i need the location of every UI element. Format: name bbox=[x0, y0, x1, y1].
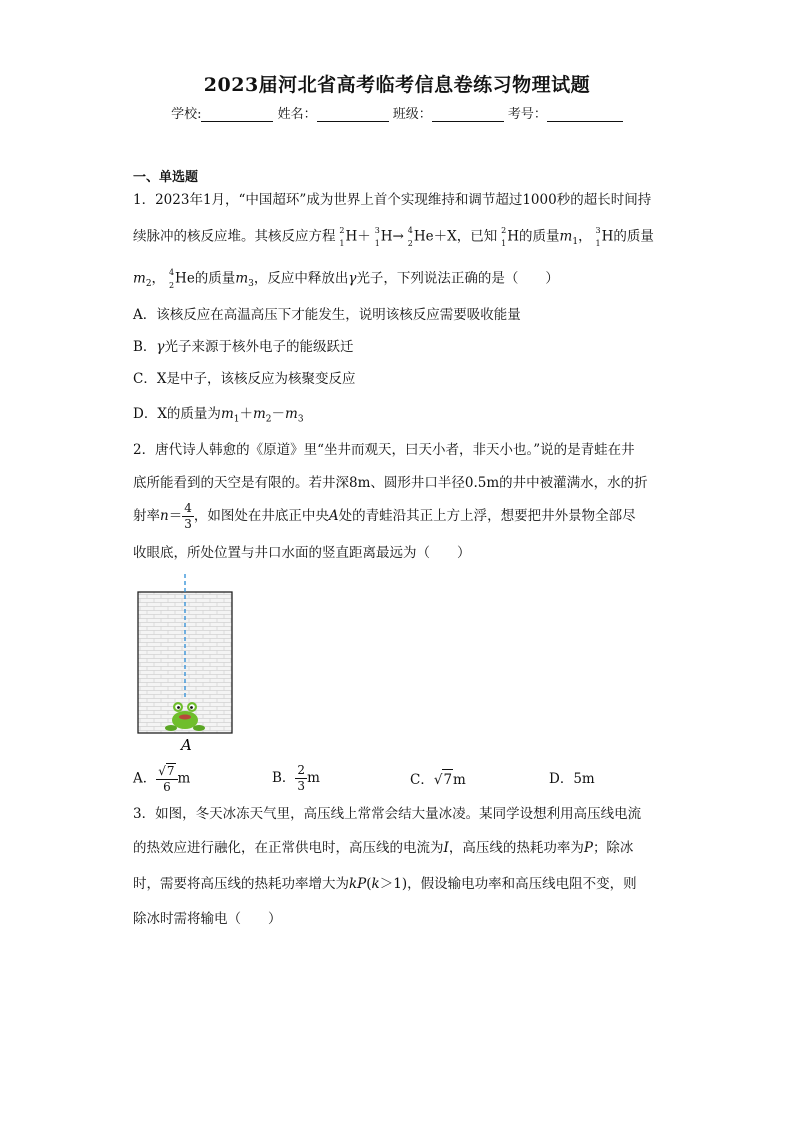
q1-line-2: 续脉冲的核反应堆。其核反应方程 2 1 H＋ 3 1 H→ 4 2 He＋X，已知 2 1 H的质量$m_1$， 3 1 H的质量 bbox=[133, 226, 654, 248]
q1-line-1: 1．2023年1月，“中国超环”成为世界上首个实现维持和调节超过1000秒的超长时间持 bbox=[133, 192, 652, 208]
name-label: 姓名： bbox=[277, 107, 317, 122]
number-label: 考号： bbox=[507, 107, 547, 122]
q3-line-2: 的热效应进行融化，在正常供电时，高压线的电流为I，高压线的热耗功率为P；除冰 bbox=[133, 840, 634, 856]
q3-line-4: 除冰时需将输电（ ） bbox=[133, 911, 282, 927]
number-blank[interactable] bbox=[547, 107, 623, 122]
figure-label-a: A bbox=[181, 736, 192, 754]
q2-option-d[interactable]: D．5m bbox=[549, 771, 595, 787]
class-blank[interactable] bbox=[432, 107, 504, 122]
school-blank[interactable] bbox=[201, 107, 273, 122]
q2-line-3: 射率n＝ $\frac{4}{3}$ ，如图处在井底正中央A处的青蛙沿其正上方上浮，想要把井外景物全部尽 bbox=[133, 501, 636, 531]
q2-line-4: 收眼底，所处位置与井口水面的竖直距离最远为（ ） bbox=[133, 545, 471, 561]
name-blank[interactable] bbox=[317, 107, 389, 122]
q2-option-c[interactable]: C．√7m bbox=[410, 769, 466, 790]
well-frog-figure bbox=[133, 574, 239, 754]
q3-line-1: 3．如图，冬天冰冻天气里，高压线上常常会结大量冰凌。某同学设想利用高压线电流 bbox=[133, 806, 642, 822]
q3-line-3: 时，需要将高压线的热耗功率增大为kP(k＞1)，假设输电功率和高压线电阻不变，则 bbox=[133, 876, 637, 892]
q2-option-a[interactable]: A． $\frac{√7}{6}$ m bbox=[133, 764, 191, 794]
q1-line-3: $m_2$， 4 2 He的质量$m_3$，反应中释放出γ光子，下列说法正确的是（ ） bbox=[133, 268, 559, 290]
q1-option-a[interactable]: A．该核反应在高温高压下才能发生，说明该核反应需要吸收能量 bbox=[133, 307, 521, 323]
q2-option-b[interactable]: B． $\frac{2}{3}$ m bbox=[272, 763, 320, 793]
class-label: 班级： bbox=[392, 107, 432, 122]
q2-line-1: 2．唐代诗人韩愈的《原道》里“坐井而观天，曰天小者，非天小也。”说的是青蛙在井 bbox=[133, 442, 635, 458]
q1-option-d[interactable]: D．X的质量为$m_1+m_2-m_3$ bbox=[133, 406, 304, 425]
page-title: 2023届河北省高考临考信息卷练习物理试题 bbox=[203, 74, 591, 96]
student-info-line bbox=[0, 103, 794, 122]
q2-line-2: 底所能看到的天空是有限的。若井深8m、圆形井口半径0.5m的井中被灌满水，水的折 bbox=[133, 475, 648, 491]
q1-option-c[interactable]: C．X是中子，该核反应为核聚变反应 bbox=[133, 371, 356, 387]
school-label: 学校: bbox=[171, 107, 202, 122]
q1-option-b[interactable]: B．γ光子来源于核外电子的能级跃迁 bbox=[133, 339, 354, 355]
section-heading: 一、单选题 bbox=[133, 170, 199, 185]
